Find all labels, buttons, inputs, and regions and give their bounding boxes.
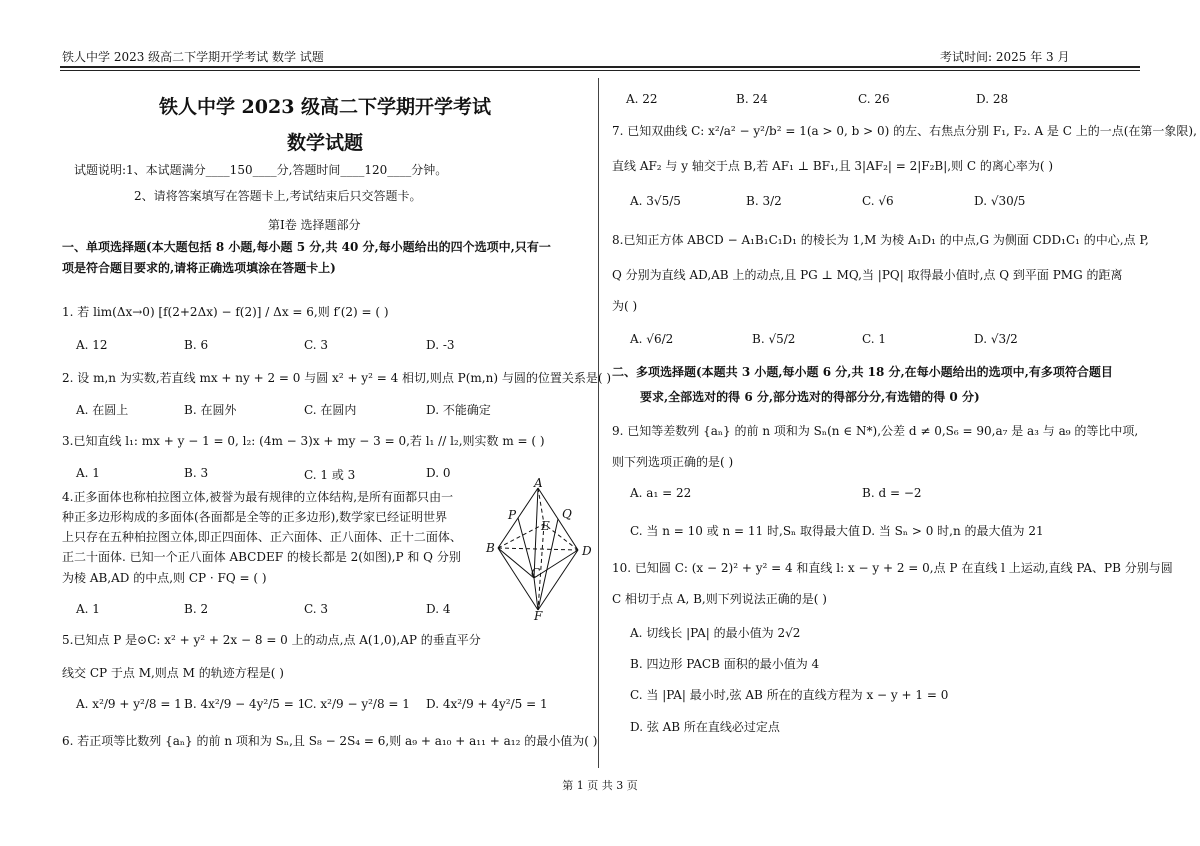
q10-option-d: D. 弦 AB 所在直线必过定点 (630, 720, 780, 734)
q6-option-b: B. 24 (736, 92, 768, 106)
q5-option-a: A. x²/9 + y²/8 = 1 (76, 697, 182, 711)
q8-line-2: Q 分别为直线 AD,AB 上的动点,且 PG ⊥ MQ,当 |PQ| 取得最小值时,点 Q 到平面 PMG 的距离 (612, 268, 1123, 282)
section1-heading-2: 项是符合题目要求的,请将正确选项填涂在答题卡上) (62, 261, 336, 275)
q1-option-d: D. -3 (426, 338, 455, 352)
q3-option-a: A. 1 (76, 466, 100, 480)
fig-label-d: D (582, 544, 592, 558)
q10-line-1: 10. 已知圆 C: (x − 2)² + y² = 4 和直线 l: x − y + 2 = 0,点 P 在直线 l 上运动,直线 PA、PB 分别与圆 (612, 561, 1173, 575)
exam-title: 铁人中学 2023 级高二下学期开学考试 (158, 96, 492, 118)
q7-option-b: B. 3/2 (746, 194, 782, 208)
q8-option-d: D. √3/2 (974, 332, 1018, 346)
q6-option-c: C. 26 (858, 92, 890, 106)
q4-option-b: B. 2 (184, 602, 209, 616)
q1-option-b: B. 6 (184, 338, 209, 352)
fig-label-f: F (534, 609, 543, 620)
q10-option-b: B. 四边形 PACB 面积的最小值为 4 (630, 657, 820, 671)
exam-subtitle: 数学试题 (286, 132, 363, 154)
q5-option-d: D. 4x²/9 + 4y²/5 = 1 (426, 697, 548, 711)
fig-label-q: Q (562, 507, 572, 521)
fig-label-c: C (531, 566, 541, 580)
section2-heading-1: 二、多项选择题(本题共 3 小题,每小题 6 分,共 18 分,在每小题给出的选项中,有多项符合题目 (612, 365, 1113, 379)
q4-option-a: A. 1 (76, 602, 100, 616)
q3-option-c: C. 1 或 3 (304, 468, 356, 482)
q9-option-a: A. a₁ = 22 (630, 486, 692, 500)
instruction-2: 2、请将答案填写在答题卡上,考试结束后只交答题卡。 (134, 189, 422, 203)
q3-option-b: B. 3 (184, 466, 209, 480)
q8-option-c: C. 1 (862, 332, 887, 346)
q8-option-b: B. √5/2 (752, 332, 796, 346)
section1-heading-1: 一、单项选择题(本大题包括 8 小题,每小题 5 分,共 40 分,每小题给出的四个选项中,只有一 (62, 240, 551, 254)
q7-line-2: 直线 AF₂ 与 y 轴交于点 B,若 AF₁ ⊥ BF₁,且 3|AF₂| = 2|F₂B|,则 C 的离心率为( ) (612, 159, 1054, 173)
q1-option-c: C. 3 (304, 338, 329, 352)
q2-option-d: D. 不能确定 (426, 403, 491, 417)
q9-line-1: 9. 已知等差数列 {aₙ} 的前 n 项和为 Sₙ(n ∈ N*),公差 d ≠ 0,S₆ = 90,a₇ 是 a₃ 与 a₉ 的等比中项, (612, 424, 1139, 438)
q4-line-1: 4.正多面体也称柏拉图立体,被誉为最有规律的立体结构,是所有面都只由一 (62, 490, 454, 504)
q7-option-a: A. 3√5/5 (630, 194, 681, 208)
q10-option-a: A. 切线长 |PA| 的最小值为 2√2 (630, 626, 801, 640)
q7-line-1: 7. 已知双曲线 C: x²/a² − y²/b² = 1(a > 0, b > 0) 的左、右焦点分别 F₁, F₂. A 是 C 上的一点(在第一象限), (612, 124, 1197, 138)
q4-line-3: 上只存在五种柏拉图立体,即正四面体、正六面体、正八面体、正十二面体、 (62, 530, 462, 544)
q1-option-a: A. 12 (76, 338, 108, 352)
q2-option-b: B. 在圆外 (184, 403, 237, 417)
q4-option-d: D. 4 (426, 602, 451, 616)
header-left: 铁人中学 2023 级高二下学期开学考试 数学 试题 (62, 50, 324, 64)
q5-option-b: B. 4x²/9 − 4y²/5 = 1 (184, 697, 306, 711)
q9-option-b: B. d = −2 (862, 486, 922, 500)
q3-stem: 3.已知直线 l₁: mx + y − 1 = 0, l₂: (4m − 3)x + my − 3 = 0,若 l₁ // l₂,则实数 m = ( ) (62, 434, 545, 448)
q1-stem: 1. 若 lim(Δx→0) [f(2+2Δx) − f(2)] / Δx = 6,则 f′(2) = ( ) (62, 305, 389, 319)
octahedron-figure (484, 478, 596, 620)
q8-line-1: 8.已知正方体 ABCD − A₁B₁C₁D₁ 的棱长为 1,M 为棱 A₁D₁ 的中点,G 为侧面 CDD₁C₁ 的中心,点 P, (612, 233, 1149, 247)
fig-label-e: E (541, 519, 550, 533)
q8-line-3: 为( ) (612, 299, 638, 313)
q7-option-d: D. √30/5 (974, 194, 1026, 208)
q4-option-c: C. 3 (304, 602, 329, 616)
header-rule-thin (60, 70, 1140, 71)
fig-label-b: B (486, 541, 495, 555)
q5-line-1: 5.已知点 P 是⊙C: x² + y² + 2x − 8 = 0 上的动点,点 A(1,0),AP 的垂直平分 (62, 633, 481, 647)
q2-stem: 2. 设 m,n 为实数,若直线 mx + ny + 2 = 0 与圆 x² + y² = 4 相切,则点 P(m,n) 与圆的位置关系是( ) (62, 371, 612, 385)
fig-label-a: A (534, 478, 543, 490)
q4-line-5: 为棱 AB,AD 的中点,则 CP · FQ = ( ) (62, 571, 267, 585)
q3-option-d: D. 0 (426, 466, 451, 480)
header-right: 考试时间: 2025 年 3 月 (940, 50, 1070, 64)
q9-option-c: C. 当 n = 10 或 n = 11 时,Sₙ 取得最大值 (630, 524, 861, 538)
q9-option-d: D. 当 Sₙ > 0 时,n 的最大值为 21 (862, 524, 1044, 538)
fig-label-p: P (508, 508, 517, 522)
section1-title: 第Ⅰ卷 选择题部分 (268, 218, 361, 232)
q6-option-d: D. 28 (976, 92, 1009, 106)
q2-option-c: C. 在圆内 (304, 403, 357, 417)
q5-line-2: 线交 CP 于点 M,则点 M 的轨迹方程是( ) (62, 666, 284, 680)
section2-heading-2: 要求,全部选对的得 6 分,部分选对的得部分分,有选错的得 0 分) (640, 390, 980, 404)
header-rule-thick (60, 66, 1140, 68)
page-footer: 第 1 页 共 3 页 (562, 779, 638, 792)
q10-option-c: C. 当 |PA| 最小时,弦 AB 所在的直线方程为 x − y + 1 = 0 (630, 688, 949, 702)
q2-option-a: A. 在圆上 (76, 403, 129, 417)
instruction-1: 试题说明:1、本试题满分____150____分,答题时间____120____分钟。 (74, 163, 448, 177)
q10-line-2: C 相切于点 A, B,则下列说法正确的是( ) (612, 592, 827, 606)
q4-line-4: 正二十面体. 已知一个正八面体 ABCDEF 的棱长都是 2(如图),P 和 Q 分别 (62, 550, 461, 564)
q4-line-2: 种正多边形构成的多面体(各面都是全等的正多边形),数学家已经证明世界 (62, 510, 448, 524)
q6-option-a: A. 22 (626, 92, 658, 106)
q9-line-2: 则下列选项正确的是( ) (612, 455, 734, 469)
column-divider (598, 78, 599, 768)
q7-option-c: C. √6 (862, 194, 894, 208)
q5-option-c: C. x²/9 − y²/8 = 1 (304, 697, 410, 711)
q6-stem: 6. 若正项等比数列 {aₙ} 的前 n 项和为 Sₙ,且 S₈ − 2S₄ = 6,则 a₉ + a₁₀ + a₁₁ + a₁₂ 的最小值为( ) (62, 734, 598, 748)
q8-option-a: A. √6/2 (630, 332, 674, 346)
